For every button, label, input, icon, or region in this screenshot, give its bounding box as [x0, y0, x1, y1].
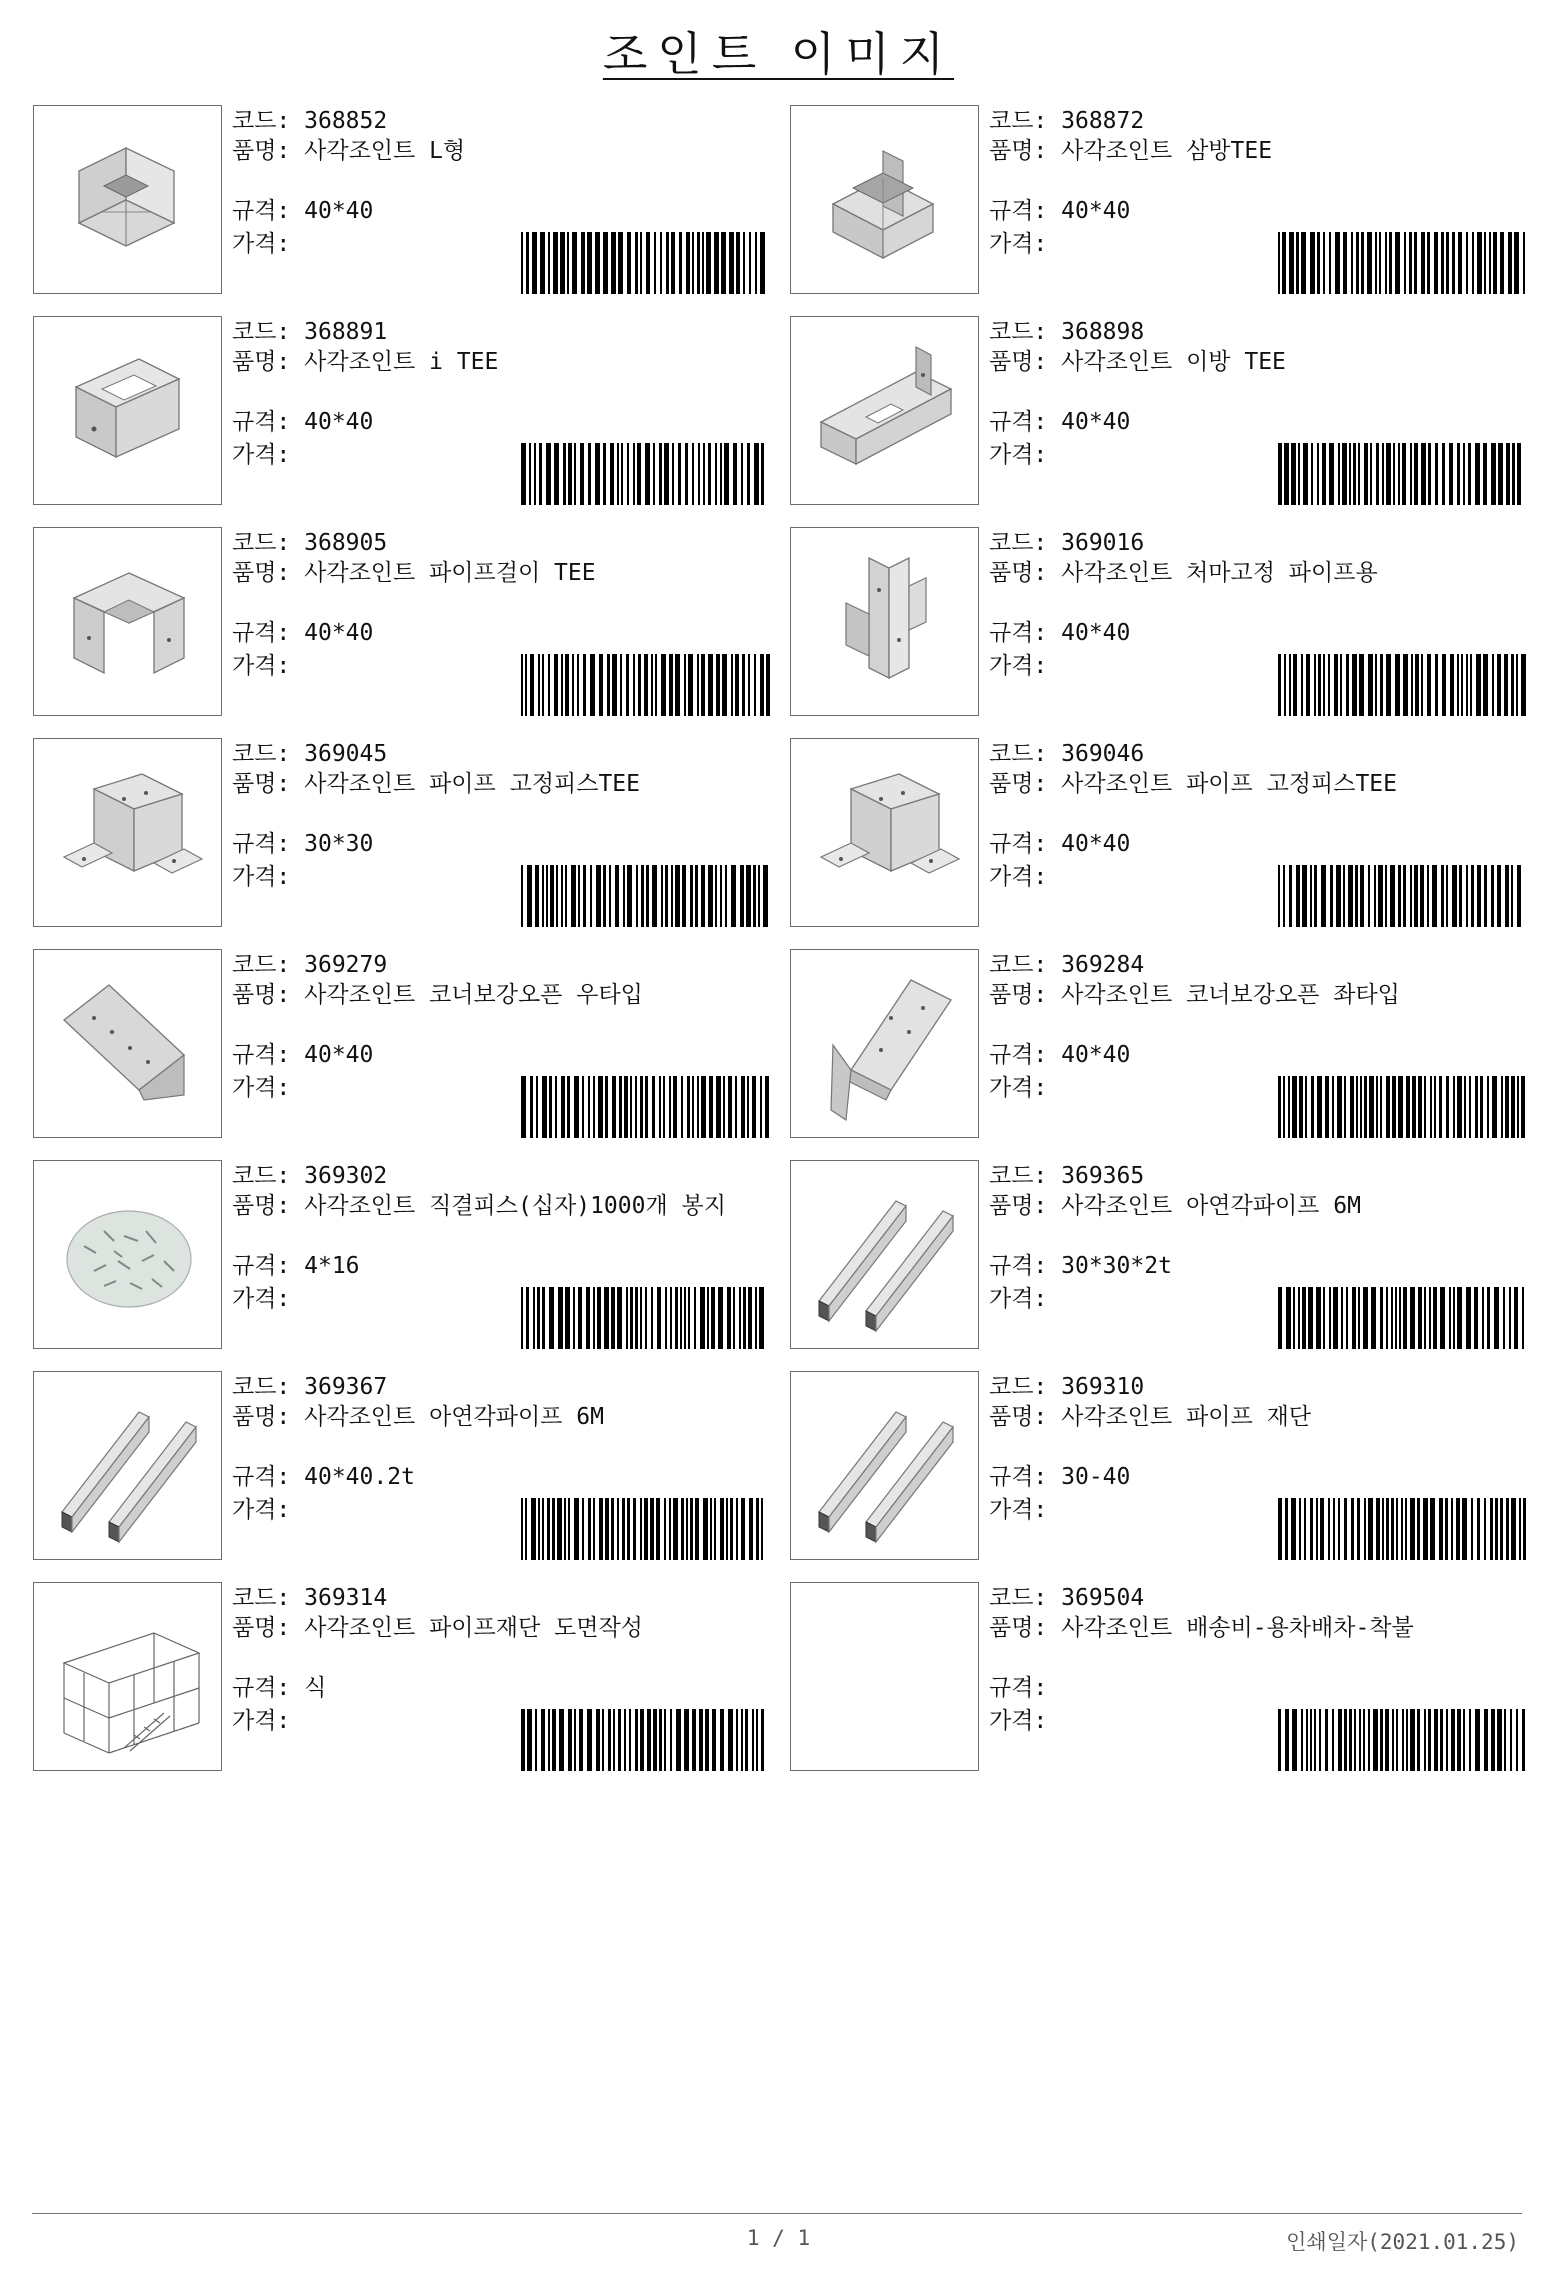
product-price-label: 가격:	[989, 864, 1048, 890]
product-name-value: 사각조인트 코너보강오픈 좌타입	[1061, 982, 1400, 1008]
barcode	[521, 443, 771, 505]
product-name-value: 사각조인트 파이프재단 도면작성	[304, 1615, 643, 1641]
product-code-value: 369365	[1061, 1163, 1145, 1189]
product-code-value: 369314	[304, 1585, 388, 1611]
product-name	[989, 770, 1397, 798]
product-image	[790, 527, 979, 716]
product-item	[33, 738, 778, 930]
product-price	[989, 1707, 1047, 1735]
barcode	[1278, 654, 1528, 716]
product-code	[989, 318, 1144, 346]
product-code-label: 코드:	[989, 319, 1062, 345]
product-name-label: 품명:	[989, 349, 1062, 375]
barcode	[1278, 232, 1528, 294]
product-price-label: 가격:	[989, 231, 1048, 257]
product-code-label: 코드:	[989, 108, 1062, 134]
product-name-value: 사각조인트 파이프 재단	[1061, 1404, 1312, 1430]
product-spec-label: 규격:	[232, 831, 305, 857]
product-price-label: 가격:	[989, 1497, 1048, 1523]
product-image	[33, 527, 222, 716]
product-code-value: 368872	[1061, 108, 1145, 134]
product-price	[232, 441, 290, 469]
product-name	[232, 1192, 726, 1220]
product-price-label: 가격:	[989, 653, 1048, 679]
product-code-value: 369367	[304, 1374, 388, 1400]
saddle-bracket-icon	[791, 739, 977, 925]
product-name-label: 품명:	[989, 1193, 1062, 1219]
product-name-value: 사각조인트 아연각파이프 6M	[304, 1404, 604, 1430]
product-code-value: 369302	[304, 1163, 388, 1189]
product-code-value: 369284	[1061, 952, 1145, 978]
product-name-value: 사각조인트 배송비-용차배차-착불	[1061, 1615, 1414, 1641]
product-name-label: 품명:	[989, 1404, 1062, 1430]
product-name-label: 품명:	[232, 982, 305, 1008]
product-spec	[989, 1463, 1130, 1491]
product-item	[790, 1160, 1535, 1352]
product-name-label: 품명:	[989, 771, 1062, 797]
product-image	[33, 105, 222, 294]
product-name-label: 품명:	[989, 1615, 1062, 1641]
product-price-label: 가격:	[989, 1708, 1048, 1734]
square-pipe-icon	[34, 1372, 220, 1558]
product-code-value: 368852	[304, 108, 388, 134]
product-code-label: 코드:	[232, 1163, 305, 1189]
product-code-label: 코드:	[989, 1374, 1062, 1400]
product-spec-label: 규격:	[232, 1464, 305, 1490]
product-item	[33, 1160, 778, 1352]
product-price	[232, 863, 290, 891]
barcode	[521, 1498, 771, 1560]
product-price-label: 가격:	[232, 231, 291, 257]
corner-brace-right-icon	[34, 950, 220, 1136]
product-code-label: 코드:	[232, 1585, 305, 1611]
product-item	[33, 527, 778, 719]
product-name-label: 품명:	[989, 138, 1062, 164]
product-code-label: 코드:	[989, 530, 1062, 556]
product-spec	[232, 1674, 326, 1702]
product-name	[989, 1614, 1414, 1642]
product-code-value: 368905	[304, 530, 388, 556]
product-spec-value: 40*40	[304, 198, 374, 224]
product-item	[33, 105, 778, 297]
product-item	[790, 316, 1535, 508]
product-code	[232, 740, 387, 768]
product-image	[790, 316, 979, 505]
product-spec	[989, 619, 1130, 647]
barcode	[521, 865, 771, 927]
product-image	[33, 738, 222, 927]
document-title: 조인트 이미지	[602, 27, 955, 81]
product-image	[790, 738, 979, 927]
barcode	[1278, 443, 1528, 505]
product-spec-label: 규격:	[989, 1464, 1062, 1490]
product-name-label: 품명:	[232, 560, 305, 586]
product-code-label: 코드:	[232, 530, 305, 556]
product-image	[790, 1371, 979, 1560]
product-price	[989, 1285, 1047, 1313]
product-price	[232, 230, 290, 258]
product-item	[33, 949, 778, 1141]
product-code-label: 코드:	[232, 741, 305, 767]
product-spec-label: 규격:	[232, 409, 305, 435]
product-price-label: 가격:	[232, 1286, 291, 1312]
product-name-value: 사각조인트 파이프 고정피스TEE	[1061, 771, 1397, 797]
product-code	[989, 951, 1144, 979]
product-name-label: 품명:	[232, 349, 305, 375]
screw-bag-icon	[34, 1161, 220, 1347]
product-spec-label: 규격:	[989, 620, 1062, 646]
product-code	[232, 529, 387, 557]
product-spec	[989, 408, 1130, 436]
product-code-label: 코드:	[232, 952, 305, 978]
product-price	[232, 1496, 290, 1524]
product-price	[232, 1074, 290, 1102]
product-price	[232, 652, 290, 680]
product-name-value: 사각조인트 아연각파이프 6M	[1061, 1193, 1361, 1219]
product-name-label: 품명:	[989, 560, 1062, 586]
product-code	[989, 107, 1144, 135]
product-item	[790, 527, 1535, 719]
product-price-label: 가격:	[232, 1708, 291, 1734]
product-spec	[232, 830, 373, 858]
product-price	[989, 1074, 1047, 1102]
product-spec	[232, 619, 373, 647]
barcode	[1278, 1287, 1528, 1349]
product-code-value: 369045	[304, 741, 388, 767]
product-name-label: 품명:	[232, 1404, 305, 1430]
product-name	[989, 348, 1286, 376]
product-spec-label: 규격:	[232, 1042, 305, 1068]
i-tee-icon	[34, 317, 220, 503]
product-name	[232, 1403, 604, 1431]
product-spec-value: 40*40	[304, 409, 374, 435]
l-joint-icon	[34, 106, 220, 292]
product-code	[989, 740, 1144, 768]
product-spec	[232, 408, 373, 436]
product-image	[33, 316, 222, 505]
product-spec-label: 규격:	[989, 831, 1062, 857]
product-price	[989, 863, 1047, 891]
product-item	[790, 105, 1535, 297]
barcode	[1278, 865, 1528, 927]
product-name-value: 사각조인트 코너보강오픈 우타입	[304, 982, 643, 1008]
product-code-label: 코드:	[232, 1374, 305, 1400]
product-spec-value: 30*30*2t	[1061, 1253, 1172, 1279]
product-image	[790, 1160, 979, 1349]
product-spec-label: 규격:	[232, 620, 305, 646]
product-name-value: 사각조인트 파이프 고정피스TEE	[304, 771, 640, 797]
product-spec	[232, 1041, 373, 1069]
product-code	[232, 1584, 387, 1612]
product-spec-value: 40*40	[1061, 1042, 1131, 1068]
product-code-label: 코드:	[989, 1585, 1062, 1611]
product-name	[232, 1614, 643, 1642]
product-code	[989, 1584, 1144, 1612]
product-spec-label: 규격:	[989, 1253, 1062, 1279]
footer-divider	[32, 2213, 1522, 2214]
product-spec-label: 규격:	[989, 198, 1062, 224]
product-name	[232, 981, 643, 1009]
product-name	[989, 1192, 1361, 1220]
barcode	[1278, 1709, 1528, 1771]
product-price	[989, 1496, 1047, 1524]
product-name-value: 사각조인트 이방 TEE	[1061, 349, 1286, 375]
product-code	[232, 107, 387, 135]
product-name	[232, 348, 498, 376]
product-name-label: 품명:	[232, 771, 305, 797]
product-item	[790, 1582, 1535, 1774]
product-code	[232, 951, 387, 979]
product-spec	[989, 1041, 1130, 1069]
product-item	[33, 316, 778, 508]
product-item	[33, 1582, 778, 1774]
product-price	[232, 1707, 290, 1735]
structure-drawing-icon	[34, 1583, 220, 1769]
pipe-hanger-tee-icon	[34, 528, 220, 714]
product-code	[989, 529, 1144, 557]
product-name	[232, 137, 465, 165]
product-image	[33, 949, 222, 1138]
product-price-label: 가격:	[232, 653, 291, 679]
product-item	[33, 1371, 778, 1563]
product-spec-value: 30*30	[304, 831, 374, 857]
product-image	[33, 1371, 222, 1560]
product-spec-value: 4*16	[304, 1253, 360, 1279]
two-way-tee-icon	[791, 317, 977, 503]
product-name-value: 사각조인트 삼방TEE	[1061, 138, 1273, 164]
product-code	[989, 1162, 1144, 1190]
product-spec-value: 40*40	[1061, 620, 1131, 646]
product-spec	[232, 197, 373, 225]
product-image	[790, 949, 979, 1138]
product-spec-label: 규격:	[232, 1675, 305, 1701]
barcode	[1278, 1498, 1528, 1560]
product-spec-value: 40*40	[1061, 409, 1131, 435]
product-price	[232, 1285, 290, 1313]
product-code	[232, 1373, 387, 1401]
saddle-bracket-icon	[34, 739, 220, 925]
product-name	[232, 770, 640, 798]
product-image	[790, 1582, 979, 1771]
product-code-label: 코드:	[232, 108, 305, 134]
product-code-value: 369046	[1061, 741, 1145, 767]
product-code-value: 368898	[1061, 319, 1145, 345]
product-spec	[989, 830, 1130, 858]
product-price	[989, 230, 1047, 258]
product-spec-value: 40*40	[1061, 831, 1131, 857]
product-price	[989, 441, 1047, 469]
product-name	[989, 981, 1400, 1009]
product-code-value: 369016	[1061, 530, 1145, 556]
product-price-label: 가격:	[989, 442, 1048, 468]
product-price	[989, 652, 1047, 680]
product-code-value: 369504	[1061, 1585, 1145, 1611]
product-spec	[232, 1252, 360, 1280]
product-spec-label: 규격:	[232, 1253, 305, 1279]
product-name-value: 사각조인트 i TEE	[304, 349, 499, 375]
product-code-label: 코드:	[989, 952, 1062, 978]
product-name-label: 품명:	[989, 982, 1062, 1008]
product-code-label: 코드:	[989, 741, 1062, 767]
corner-brace-left-icon	[791, 950, 977, 1136]
product-code-label: 코드:	[989, 1163, 1062, 1189]
product-code	[989, 1373, 1144, 1401]
three-way-tee-icon	[791, 106, 977, 292]
product-name-label: 품명:	[232, 1615, 305, 1641]
product-price-label: 가격:	[989, 1075, 1048, 1101]
product-name	[989, 559, 1378, 587]
product-spec-value: 40*40.2t	[304, 1464, 415, 1490]
product-spec	[989, 1252, 1172, 1280]
product-spec-value: 식	[304, 1675, 327, 1701]
product-spec-value: 40*40	[1061, 198, 1131, 224]
barcode	[521, 1709, 771, 1771]
barcode	[521, 1076, 771, 1138]
product-code-value: 368891	[304, 319, 388, 345]
product-image	[790, 105, 979, 294]
square-pipe-icon	[791, 1161, 977, 1347]
product-image	[33, 1582, 222, 1771]
eave-bracket-icon	[791, 528, 977, 714]
product-price-label: 가격:	[232, 1497, 291, 1523]
product-name-value: 사각조인트 직결피스(십자)1000개 봉지	[304, 1193, 726, 1219]
product-spec-label: 규격:	[989, 409, 1062, 435]
barcode	[521, 232, 771, 294]
product-code	[232, 318, 387, 346]
product-item	[790, 738, 1535, 930]
product-item	[790, 1371, 1535, 1563]
square-pipe-icon	[791, 1372, 977, 1558]
product-name-label: 품명:	[232, 1193, 305, 1219]
product-spec-label: 규격:	[989, 1675, 1048, 1701]
product-spec-value: 40*40	[304, 620, 374, 646]
product-spec-label: 규격:	[232, 198, 305, 224]
product-name	[989, 137, 1272, 165]
page-number: 1 / 1	[746, 2226, 811, 2250]
product-spec	[232, 1463, 415, 1491]
barcode	[521, 654, 771, 716]
product-price-label: 가격:	[232, 864, 291, 890]
barcode	[521, 1287, 771, 1349]
product-spec-value: 30-40	[1061, 1464, 1131, 1490]
product-name	[232, 559, 596, 587]
print-date: 인쇄일자(2021.01.25)	[1286, 2230, 1519, 2254]
product-price-label: 가격:	[989, 1286, 1048, 1312]
product-price-label: 가격:	[232, 1075, 291, 1101]
product-spec-label: 규격:	[989, 1042, 1062, 1068]
product-spec	[989, 197, 1130, 225]
product-code-label: 코드:	[232, 319, 305, 345]
product-code	[232, 1162, 387, 1190]
product-item	[790, 949, 1535, 1141]
barcode	[1278, 1076, 1528, 1138]
product-name-value: 사각조인트 L형	[304, 138, 466, 164]
product-spec	[989, 1674, 1047, 1702]
product-price-label: 가격:	[232, 442, 291, 468]
product-code-value: 369279	[304, 952, 388, 978]
product-spec-value: 40*40	[304, 1042, 374, 1068]
product-name	[989, 1403, 1311, 1431]
product-name-value: 사각조인트 파이프걸이 TEE	[304, 560, 596, 586]
product-name-value: 사각조인트 처마고정 파이프용	[1061, 560, 1378, 586]
product-name-label: 품명:	[232, 138, 305, 164]
product-code-value: 369310	[1061, 1374, 1145, 1400]
product-image	[33, 1160, 222, 1349]
